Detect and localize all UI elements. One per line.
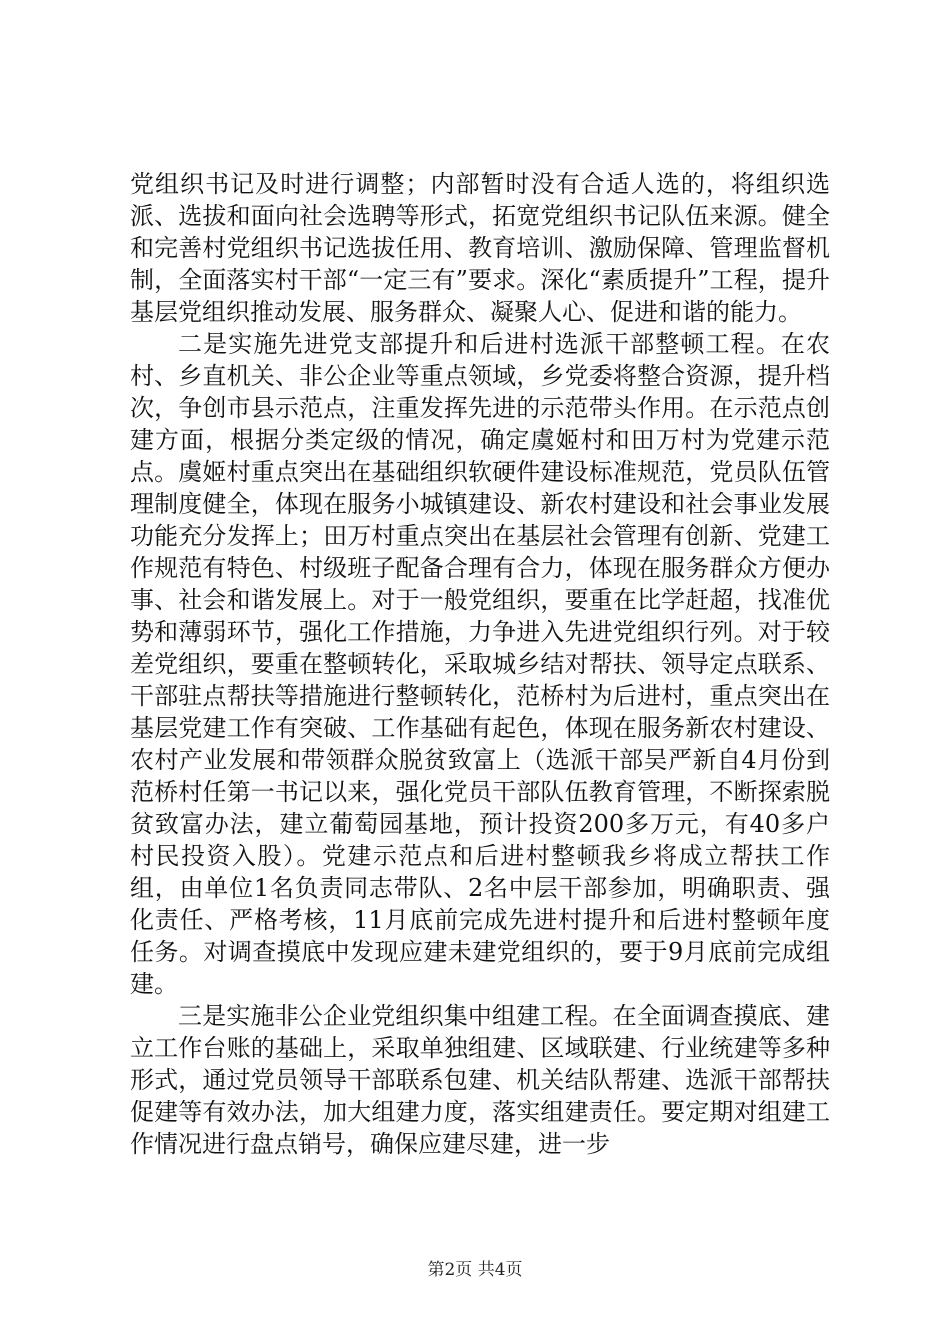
paragraph-2: 二是实施先进党支部提升和后进村选派干部整顿工程。在农村、乡直机关、非公企业等重点领域，乡党委将整合资源，提升档次，争创市县示范点，注重发挥先进的示范带头作用。在示范点创建方面，根据分类定级的情况，确定虞姬村和田万村为党建示范点。虞姬村重点突出在基础组织软硬件建设标准规范，党员队伍管理制度健全，体现在服务小城镇建设、新农村建设和社会事业发展功能充分发挥上；田万村重点突出在基层社会管理有创新、党建工作规范有特色、村级班子配备合理有合力，体现在服务群众方便办事、社会和谐发展上。对于一般党组织，要重在比学赶超，找准优势和薄弱环节，强化工作措施，力争进入先进党组织行列。对于较差党组织，要重在整顿转化，采取城乡结对帮扶、领导定点联系、干部驻点帮扶等措施进行整顿转化，范桥村为后进村，重点突出在基层党建工作有突破、工作基础有起色，体现在服务新农村建设、农村产业发展和带领群众脱贫致富上（选派干部吴严新自4月份到范桥村任第一书记以来，强化党员干部队伍教育管理，不断探索脱贫致富办法，建立葡萄园基地，预计投资200多万元，有40多户村民投资入股）。党建示范点和后进村整顿我乡将成立帮扶工作组，由单位1名负责同志带队、2名中层干部参加，明确职责、强化责任、严格考核，11月底前完成先进村提升和后进村整顿年度任务。对调查摸底中发现应建未建党组织的，要于9月底前完成组建。 bbox=[130, 330, 830, 998]
page-number-label: 第2页 共4页 bbox=[427, 1260, 523, 1280]
paragraph-3: 三是实施非公企业党组织集中组建工程。在全面调查摸底、建立工作台账的基础上，采取单独组建、区域联建、行业统建等多种形式，通过党员领导干部联系包建、机关结队帮建、选派干部帮扶促建等有效办法，加大组建力度，落实组建责任。要定期对组建工作情况进行盘点销号，确保应建尽建，进一步 bbox=[130, 1002, 830, 1158]
document-body bbox=[130, 168, 830, 1160]
paragraph-1: 党组织书记及时进行调整；内部暂时没有合适人选的，将组织选派、选拔和面向社会选聘等形式，拓宽党组织书记队伍来源。健全和完善村党组织书记选拔任用、教育培训、激励保障、管理监督机制，全面落实村干部“一定三有”要求。深化“素质提升”工程，提升基层党组织推动发展、服务群众、凝聚人心、促进和谐的能力。 bbox=[130, 170, 830, 326]
page-footer bbox=[0, 1255, 950, 1280]
